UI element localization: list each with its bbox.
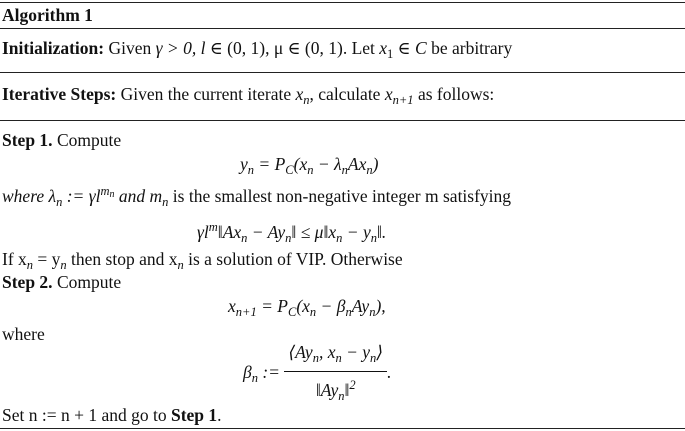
- step1-reference: Step 1: [170, 405, 218, 425]
- step1-stop-line: If $x_n = y_n$ then stop and $x_n$ is a solution of VIP. Otherwise: [2, 249, 403, 272]
- iterative-steps-line: Iterative Steps: Given the current iterate $x_n$, calculate $x_{n+1}$ as follows:: [2, 84, 495, 107]
- step1-heading: Step 1. Compute: [2, 130, 122, 150]
- step2-label: Step 2.: [2, 272, 53, 292]
- init-rule: [0, 72, 685, 73]
- algorithm-title: Algorithm 1: [2, 5, 93, 25]
- initialization-line: Initialization: Given γ > 0, l ∈ (0, 1), μ ∈ (0, 1). Let $x_1$ ∈ C be arbitrary: [2, 38, 513, 61]
- step1-where-line: where $\lambda_n$ := $\gamma l^{mn}$ and $m_n$ is the smallest non-negative integer m satisfying: [2, 184, 512, 209]
- step2-heading: Step 2. Compute: [2, 272, 122, 292]
- step2-beta-definition: $\beta_n$ := $\frac{⟨Ay_n, x_n - y_n⟩}{‖Ay_n‖^2}$ .: [243, 342, 392, 406]
- step1-label: Step 1.: [2, 130, 53, 150]
- step1-equation: $y_n = P_C(x_n - \lambda_nAx_n)$: [240, 154, 379, 177]
- bottom-rule: [0, 428, 685, 429]
- iterative-steps-label: Iterative Steps:: [2, 84, 117, 104]
- step2-equation: $x_{n+1} = P_C(x_n - \beta_nAy_n)$,: [228, 296, 386, 319]
- top-rule: [0, 2, 685, 3]
- title-rule: [0, 28, 685, 29]
- final-line: Set n := n + 1 and go to Step 1.: [2, 405, 222, 425]
- iter-rule: [0, 120, 685, 121]
- step1-inequality: $\gamma l^m‖Ax_n$ − $Ay_n‖$ ≤ $\mu‖x_n$ − $y_n‖$.: [197, 220, 387, 245]
- beta-fraction: $\frac{⟨Ay_n, x_n - y_n⟩}{‖Ay_n‖^2}$: [284, 342, 387, 406]
- step2-where-line: where: [2, 324, 45, 344]
- initialization-label: Initialization:: [2, 38, 105, 58]
